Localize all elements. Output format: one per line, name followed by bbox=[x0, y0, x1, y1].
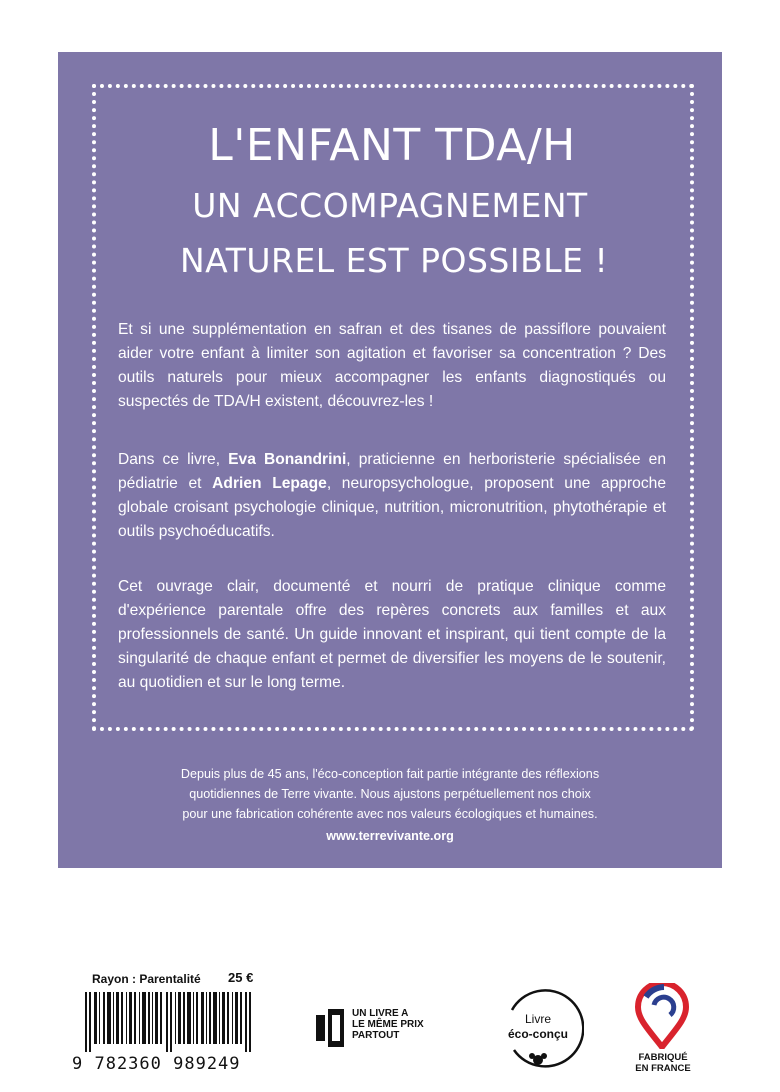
title-line-2: UN ACCOMPAGNEMENT bbox=[192, 186, 588, 225]
same-price-line-3: PARTOUT bbox=[352, 1030, 400, 1041]
isbn-number: 9 782360 989249 bbox=[72, 1054, 241, 1074]
made-in-france-pin-icon bbox=[634, 983, 690, 1049]
title-line-1: L'ENFANT TDA/H bbox=[208, 120, 576, 171]
paragraph-authors bbox=[118, 448, 666, 544]
eco-label-line-1: Livre bbox=[524, 1012, 551, 1026]
paragraph-authors-a: Dans ce livre, bbox=[118, 451, 229, 468]
barcode-icon bbox=[85, 992, 255, 1052]
eco-design-logo-icon bbox=[492, 980, 584, 1072]
eco-note-line-2: quotidiennes de Terre vivante. Nous ajustons perpétuellement nos choix bbox=[189, 787, 591, 801]
paragraph-authors-c: , neuropsychologue, proposent une approche globale croisant psychologie clinique, nutrition, micronutrition, phytothérapie et outils psychoéducatifs. bbox=[118, 475, 666, 540]
paragraph-authors-b: , praticienne en herboristerie spécialisée en pédiatrie et bbox=[118, 451, 666, 492]
paragraph-summary: Cet ouvrage clair, documenté et nourri de pratique clinique comme d'expérience parentale offre des repères concrets aux familles et aux professionnels de santé. Un guide innovant et inspirant, qui tient compte de la singularité de chaque enfant et permet de diversifier les moyens de le soutenir, au quotidien et sur le long terme. bbox=[118, 578, 666, 691]
same-price-line-2: LE MÊME PRIX bbox=[352, 1019, 424, 1030]
eco-note-line-3: pour une fabrication cohérente avec nos valeurs écologiques et humaines. bbox=[182, 807, 598, 821]
publisher-url[interactable]: www.terrevivante.org bbox=[326, 829, 454, 843]
author-name-2: Adrien Lepage bbox=[212, 475, 327, 492]
eco-note-line-1: Depuis plus de 45 ans, l'éco-conception fait partie intégrante des réflexions bbox=[180, 767, 600, 781]
made-in-france-label bbox=[624, 1052, 702, 1074]
book-price-logo-icon bbox=[316, 1009, 346, 1047]
eco-conception-note bbox=[120, 764, 660, 824]
shelf-category: Rayon : Parentalité bbox=[92, 972, 201, 986]
same-price-label bbox=[352, 1008, 424, 1041]
same-price-line-1: UN LIVRE A bbox=[352, 1008, 409, 1019]
author-name-1: Eva Bonandrini bbox=[228, 451, 347, 468]
paragraph-intro: Et si une supplémentation en safran et des tisanes de passiflore pouvaient aider votre enfant à limiter son agitation et favoriser sa concentration ? Des outils naturels pour mieux accompagner les enfants diagnostiqués ou suspectés de TDA/H existent, découvrez-les ! bbox=[118, 321, 666, 410]
price: 25 € bbox=[228, 970, 254, 985]
made-in-france-line-2: EN FRANCE bbox=[635, 1063, 691, 1074]
title-line-3: NATUREL EST POSSIBLE ! bbox=[180, 241, 609, 280]
made-in-france-line-1: FABRIQUÉ bbox=[638, 1052, 688, 1063]
eco-label-line-2: éco-conçu bbox=[507, 1027, 568, 1041]
